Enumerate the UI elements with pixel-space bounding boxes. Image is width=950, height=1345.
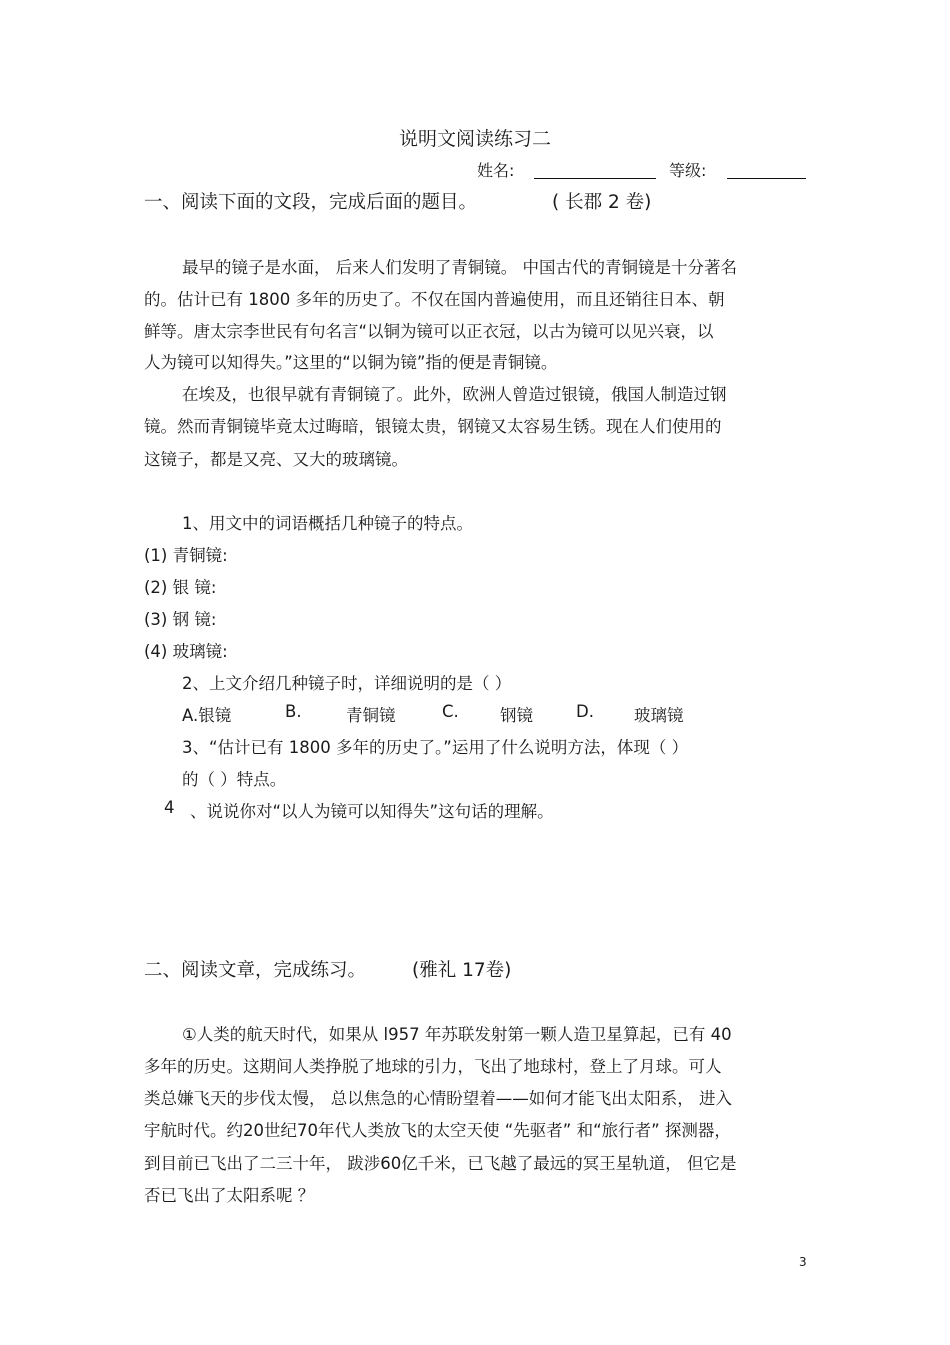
q2-option: 钢镜 — [500, 706, 533, 725]
q2-option: 玻璃镜 — [634, 706, 684, 725]
name-field-line — [534, 162, 656, 179]
q2-option: 青铜镜 — [346, 706, 396, 725]
q2-option: C. — [442, 702, 459, 721]
passage2-line: 宇航时代。约20世纪70年代人类放飞的太空天使 “先驱者” 和“旅行者” 探测器， — [144, 1121, 731, 1140]
grade-field-line — [727, 162, 806, 179]
passage1-line: 鲜等。唐太宗李世民有句名言“以铜为镜可以正衣冠，以古为镜可以见兴衰，以 — [144, 322, 714, 341]
grade-label: 等级: — [669, 161, 707, 180]
passage2-line: ①人类的航天时代，如果从 l957 年苏联发射第一颗人造卫星算起，已有 40 — [182, 1025, 732, 1044]
question-3-cont: 的（ ）特点。 — [182, 770, 287, 789]
passage2-line: 多年的历史。这期间人类挣脱了地球的引力，飞出了地球村，登上了月球。可人 — [144, 1057, 722, 1076]
question-3: 3、“估计已有 1800 多年的历史了。”运用了什么说明方法，体现（ ） — [182, 738, 689, 757]
question-2: 2、上文介绍几种镜子时，详细说明的是（ ） — [182, 674, 512, 693]
page-title: 说明文阅读练习二 — [398, 128, 551, 150]
section2-source: (雅礼 17卷) — [412, 960, 512, 981]
passage2-line: 类总嫌飞天的步伐太慢， 总以焦急的心情盼望着——如何才能飞出太阳系， 进入 — [144, 1089, 732, 1108]
section1-heading: 一、阅读下面的文段，完成后面的题目。 — [144, 192, 478, 213]
q2-option: D. — [576, 702, 594, 721]
passage1-line: 最早的镜子是水面， 后来人们发明了青铜镜。 中国古代的青铜镜是十分著名 — [182, 258, 737, 277]
passage1-line: 人为镜可以知得失。”这里的“以铜为镜”指的便是青铜镜。 — [144, 353, 558, 372]
passage1-line: 镜。然而青铜镜毕竟太过晦暗，银镜太贵，钢镜又太容易生锈。现在人们使用的 — [144, 417, 722, 436]
q1-item: (3) 钢 镜: — [144, 610, 217, 629]
passage1-line: 的。估计已有 1800 多年的历史了。不仅在国内普遍使用，而且还销往日本、朝 — [144, 290, 725, 309]
question-4: 、说说你对“以人为镜可以知得失”这句话的理解。 — [190, 802, 554, 821]
q1-item: (4) 玻璃镜: — [144, 642, 228, 661]
passage1-line: 在埃及，也很早就有青铜镜了。此外，欧洲人曾造过银镜，俄国人制造过钢 — [182, 385, 727, 404]
page-number: 3 — [799, 1255, 807, 1269]
passage1-line: 这镜子，都是又亮、又大的玻璃镜。 — [144, 450, 408, 469]
q1-item: (2) 银 镜: — [144, 578, 217, 597]
passage2-line: 否已飞出了太阳系呢 ？ — [144, 1186, 315, 1205]
q1-item: (1) 青铜镜: — [144, 546, 228, 565]
q2-option: B. — [285, 702, 302, 721]
name-label: 姓名: — [477, 161, 515, 180]
section1-source: ( 长郡 2 卷) — [552, 192, 652, 213]
passage2-line: 到目前已飞出了二三十年， 跋涉60亿千米，已飞越了最远的冥王星轨道， 但它是 — [144, 1154, 737, 1173]
q2-option: A.银镜 — [182, 706, 232, 725]
question-1: 1、用文中的词语概括几种镜子的特点。 — [182, 514, 473, 533]
section2-heading: 二、阅读文章，完成练习。 — [144, 960, 367, 981]
question-4-number: 4 — [164, 798, 175, 817]
